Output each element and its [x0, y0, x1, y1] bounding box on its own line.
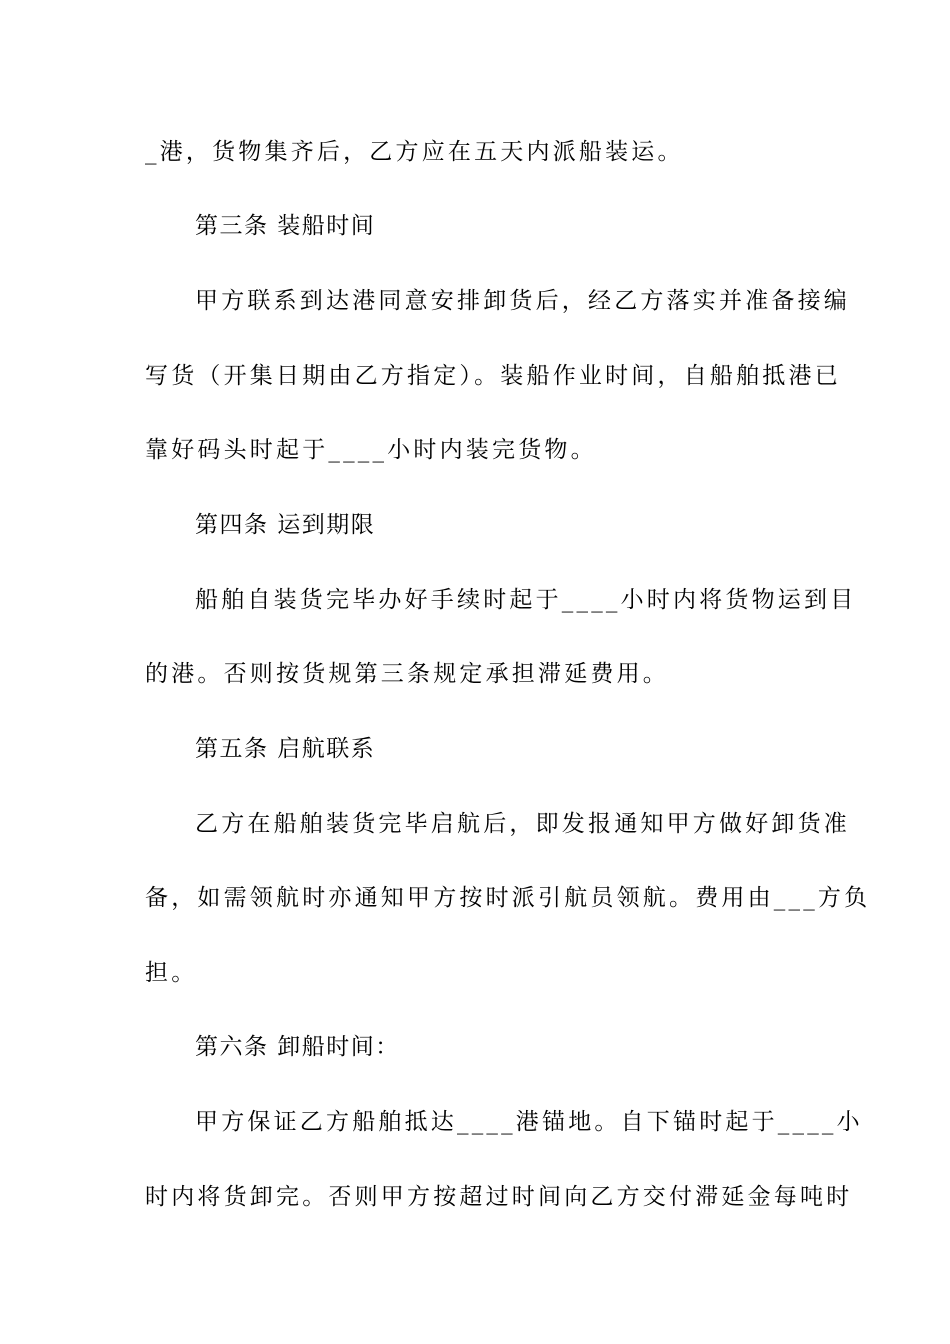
paragraph-line: 写货（开集日期由乙方指定）。装船作业时间，自船舶抵港已	[145, 363, 841, 389]
paragraph-line: 船舶自装货完毕办好手续时起于____小时内将货物运到目	[195, 587, 857, 613]
paragraph-line: 甲方联系到达港同意安排卸货后，经乙方落实并准备接编	[195, 288, 850, 314]
paragraph-line: 靠好码头时起于____小时内装完货物。	[145, 437, 597, 463]
article-5-heading: 第五条 启航联系	[195, 736, 376, 762]
paragraph-line: 的港。否则按货规第三条规定承担滞延费用。	[145, 661, 669, 687]
paragraph-line: 担。	[145, 960, 198, 986]
paragraph-line: 备，如需领航时亦通知甲方按时派引航员领航。费用由___方负	[145, 885, 871, 911]
paragraph-line: 时内将货卸完。否则甲方按超过时间向乙方交付滞延金每吨时	[145, 1184, 853, 1210]
article-4-heading: 第四条 运到期限	[195, 512, 376, 538]
article-3-heading: 第三条 装船时间	[195, 213, 376, 239]
paragraph-line: 甲方保证乙方船舶抵达____港锚地。自下锚时起于____小	[195, 1109, 863, 1135]
article-6-heading: 第六条 卸船时间：	[195, 1034, 400, 1060]
paragraph-line: _港，货物集齐后，乙方应在五天内派船装运。	[145, 139, 684, 165]
paragraph-line: 乙方在船舶装货完毕启航后，即发报通知甲方做好卸货准	[195, 811, 850, 837]
